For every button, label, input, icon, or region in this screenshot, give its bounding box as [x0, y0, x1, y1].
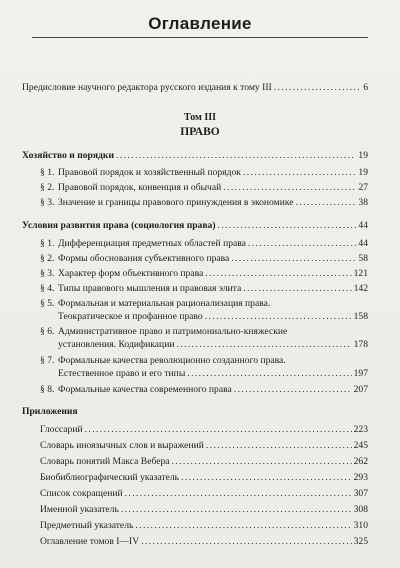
section-title: Условия развития права (социология права) — [22, 220, 216, 231]
entry-page: 307 — [353, 488, 368, 499]
toc-entry[interactable] — [40, 488, 368, 499]
toc-entry[interactable] — [58, 368, 368, 379]
entry-page: 245 — [353, 440, 368, 451]
section-heading-1[interactable] — [22, 150, 368, 161]
entry-page: 121 — [353, 268, 368, 279]
toc-entry-line1[interactable] — [40, 298, 270, 309]
leader-dots — [116, 150, 356, 161]
entry-page: 262 — [353, 456, 368, 467]
entry-page: 223 — [353, 424, 368, 435]
entry-number: § 2. — [40, 253, 55, 264]
section-page: 19 — [358, 150, 368, 161]
entry-label: Формы обоснования субъективного права — [58, 253, 230, 264]
toc-entry[interactable] — [40, 182, 368, 193]
leader-dots — [218, 220, 357, 231]
entry-label: Формальные качества революционно созданного права. — [58, 355, 286, 366]
toc-entry[interactable] — [40, 268, 368, 279]
leader-dots — [187, 368, 351, 379]
leader-dots — [125, 488, 352, 499]
entry-page: 158 — [353, 311, 368, 322]
leader-dots — [234, 384, 352, 395]
entry-number: § 3. — [40, 197, 55, 208]
entry-label: Правовой порядок и хозяйственный порядок — [58, 167, 241, 178]
section-heading-3[interactable]: Приложения — [22, 406, 78, 417]
entry-label: Предисловие научного редактора русского издания к тому III — [22, 82, 272, 93]
leader-dots — [172, 456, 352, 467]
entry-label: Словарь иноязычных слов и выражений — [40, 440, 204, 451]
entry-page: 325 — [353, 536, 368, 547]
entry-label: Формальные качества современного права — [58, 384, 232, 395]
leader-dots — [296, 197, 357, 208]
entry-number: § 1. — [40, 238, 55, 249]
entry-page: 27 — [358, 182, 368, 193]
leader-dots — [176, 339, 351, 350]
entry-label-cont: Теократическое и профанное право — [58, 311, 203, 322]
entry-page: 308 — [353, 504, 368, 515]
entry-label: Правовой порядок, конвенция и обычай — [58, 182, 222, 193]
volume-title: Том III — [183, 112, 217, 123]
toc-entry[interactable] — [40, 520, 368, 531]
entry-label: Оглавление томов I—IV — [40, 536, 140, 547]
leader-dots — [206, 440, 352, 451]
entry-label: Словарь понятий Макса Вебера — [40, 456, 170, 467]
volume-subtitle: ПРАВО — [180, 126, 220, 138]
entry-number: § 5. — [40, 298, 55, 309]
toc-entry[interactable] — [40, 504, 368, 515]
leader-dots — [85, 424, 352, 435]
toc-entry[interactable] — [40, 424, 368, 435]
toc-entry[interactable] — [40, 536, 368, 547]
entry-label: Административное право и патримониально-княжеские — [58, 326, 288, 337]
leader-dots — [231, 253, 356, 264]
entry-label-cont: установления. Кодификации — [58, 339, 175, 350]
toc-entry-line1[interactable] — [40, 355, 286, 366]
entry-number: § 6. — [40, 326, 55, 337]
section-heading-2[interactable] — [22, 220, 368, 231]
entry-page: 178 — [353, 339, 368, 350]
entry-label: Дифференциация предметных областей права — [58, 238, 246, 249]
entry-label: Именной указатель — [40, 504, 119, 515]
entry-page: 293 — [353, 472, 368, 483]
entry-number: § 4. — [40, 283, 55, 294]
toc-entry[interactable] — [40, 238, 368, 249]
leader-dots — [205, 311, 352, 322]
entry-number: § 1. — [40, 167, 55, 178]
entry-page: 44 — [358, 238, 368, 249]
leader-dots — [248, 238, 356, 249]
leader-dots — [135, 520, 351, 531]
leader-dots — [181, 472, 352, 483]
entry-label: Предметный указатель — [40, 520, 134, 531]
entry-label: Формальная и материальная рационализация права. — [58, 298, 271, 309]
entry-number: § 7. — [40, 355, 55, 366]
toc-entry[interactable] — [40, 440, 368, 451]
entry-label-cont: Естественное право и его типы — [58, 368, 186, 379]
title-bar — [32, 14, 368, 38]
page-title: Оглавление — [148, 14, 252, 33]
toc-entry[interactable] — [58, 311, 368, 322]
entry-label: Биобиблиографический указатель — [40, 472, 180, 483]
entry-number: § 2. — [40, 182, 55, 193]
leader-dots — [223, 182, 356, 193]
toc-entry[interactable] — [40, 197, 368, 208]
toc-entry[interactable] — [40, 384, 368, 395]
leader-dots — [141, 536, 351, 547]
entry-page: 142 — [353, 283, 368, 294]
entry-page: 38 — [358, 197, 368, 208]
toc-entry[interactable] — [40, 253, 368, 264]
leader-dots — [243, 167, 356, 178]
toc-entry[interactable] — [40, 167, 368, 178]
toc-entry-line1[interactable] — [40, 326, 287, 337]
entry-label: Характер форм объективного права — [58, 268, 204, 279]
toc-entry[interactable] — [58, 339, 368, 350]
toc-entry[interactable] — [40, 283, 368, 294]
entry-label: Глоссарий — [40, 424, 83, 435]
toc-entry[interactable] — [40, 456, 368, 467]
entry-label: Список сокращений — [40, 488, 123, 499]
entry-page: 58 — [358, 253, 368, 264]
entry-page: 197 — [353, 368, 368, 379]
entry-page: 6 — [363, 82, 368, 93]
leader-dots — [121, 504, 352, 515]
entry-number: § 8. — [40, 384, 55, 395]
entry-page: 19 — [358, 167, 368, 178]
entry-label: Значение и границы правового принуждения в экономике — [58, 197, 294, 208]
leader-dots — [205, 268, 351, 279]
entry-page: 310 — [353, 520, 368, 531]
section-page: 44 — [358, 220, 368, 231]
entry-number: § 3. — [40, 268, 55, 279]
leader-dots — [274, 82, 361, 93]
toc-entry[interactable] — [40, 472, 368, 483]
leader-dots — [243, 283, 351, 294]
toc-entry-preface[interactable] — [22, 82, 368, 93]
entry-page: 207 — [353, 384, 368, 395]
entry-label: Типы правового мышления и правовая элита — [58, 283, 242, 294]
section-title: Хозяйство и порядки — [22, 150, 114, 161]
